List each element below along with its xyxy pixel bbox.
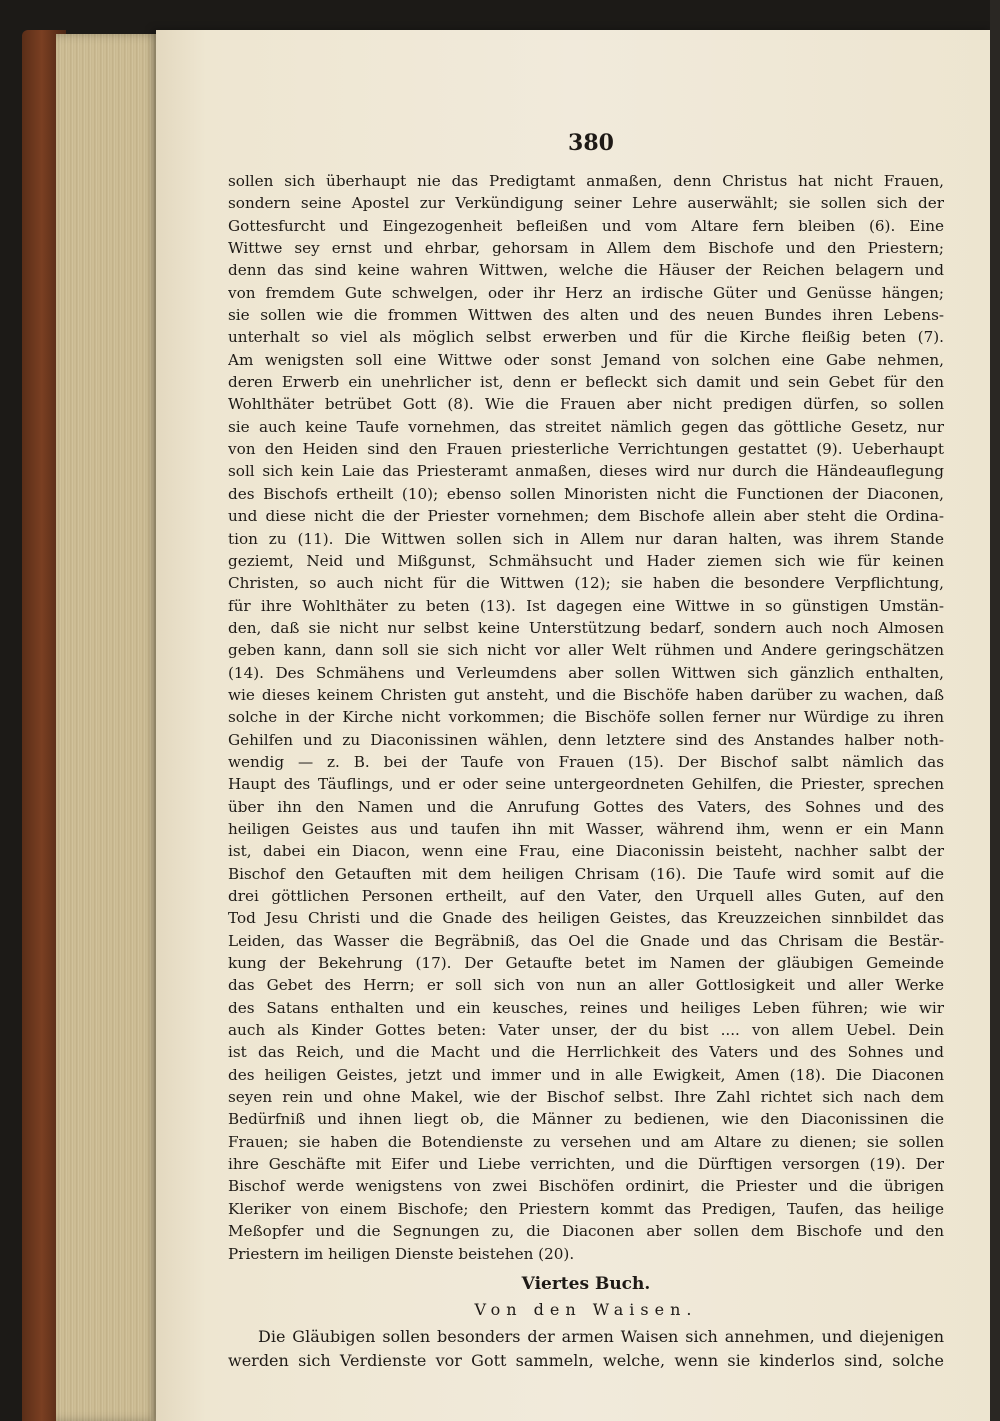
text-line: kung der Bekehrung (17). Der Getaufte betet im Namen der gläubigen Gemeinde [228, 954, 944, 973]
text-line: das Gebet des Herrn; er soll sich von nun an aller Gottlosigkeit und aller Werke [228, 976, 944, 995]
text-line: des heiligen Geistes, jetzt und immer und in alle Ewigkeit, Amen (18). Die Diaconen [228, 1065, 944, 1084]
text-line: sie sollen wie die frommen Wittwen des alten und des neuen Bundes ihren Lebens- [228, 306, 944, 325]
scan-right-edge [990, 0, 1000, 1421]
text-line: unterhalt so viel als möglich selbst erwerben und für die Kirche fleißig beten (7). [228, 328, 944, 347]
text-line: für ihre Wohlthäter zu beten (13). Ist dagegen eine Wittwe in so günstigen Umstän- [228, 596, 944, 615]
book-page [156, 30, 992, 1421]
text-line: Am wenigsten soll eine Wittwe oder sonst Jemand von solchen eine Gabe nehmen, [228, 350, 944, 369]
closing-text [228, 1325, 944, 1373]
text-line: sollen sich überhaupt nie das Predigtamt anmaßen, denn Christus hat nicht Frauen, [228, 172, 944, 190]
text-line: von fremdem Gute schwelgen, oder ihr Herz an irdische Güter und Genüsse hängen; [228, 283, 944, 302]
text-line: Wohlthäter betrübet Gott (8). Wie die Frauen aber nicht predigen dürfen, so sollen [228, 395, 944, 414]
text-line: auch als Kinder Gottes beten: Vater unser, der du bist .... von allem Uebel. Dein [228, 1021, 944, 1040]
text-line: tion zu (11). Die Wittwen sollen sich in Allem nur daran halten, was ihrem Stande [228, 529, 944, 548]
text-line: sie auch keine Taufe vornehmen, das streitet nämlich gegen das göttliche Gesetz, nur [228, 417, 944, 436]
text-line: ist das Reich, und die Macht und die Herrlichkeit des Vaters und des Sohnes und [228, 1043, 944, 1062]
text-line: denn das sind keine wahren Wittwen, welche die Häuser der Reichen belagern und [228, 261, 944, 280]
text-line: geben kann, dann soll sie sich nicht vor aller Welt rühmen und Andere geringschätzen [228, 641, 944, 660]
text-line: Gehilfen und zu Diaconissinen wählen, denn letztere sind des Anstandes halber noth- [228, 730, 944, 749]
text-line: seyen rein und ohne Makel, wie der Bischof selbst. Ihre Zahl richtet sich nach dem [228, 1088, 944, 1107]
text-line: heiligen Geistes aus und taufen ihn mit Wasser, während ihm, wenn er ein Mann [228, 819, 944, 838]
text-line: Bischof den Getauften mit dem heiligen Chrisam (16). Die Taufe wird somit auf die [228, 864, 944, 883]
page-text-area [228, 130, 944, 1373]
text-line: Meßopfer und die Segnungen zu, die Diaconen aber sollen dem Bischofe und den [228, 1222, 944, 1241]
text-line: deren Erwerb ein unehrlicher ist, denn er befleckt sich damit und sein Gebet für den [228, 373, 944, 392]
text-line: wie dieses keinem Christen gut ansteht, und die Bischöfe haben darüber zu wachen, daß [228, 685, 944, 704]
text-line: drei göttlichen Personen ertheilt, auf den Vater, den Urquell alles Guten, auf den [228, 887, 944, 905]
text-line: Kleriker von einem Bischofe; den Priestern kommt das Predigen, Taufen, das heilige [228, 1199, 944, 1218]
text-line: wendig — z. B. bei der Taufe von Frauen (15). Der Bischof salbt nämlich das [228, 752, 944, 771]
text-line: des Bischofs ertheilt (10); ebenso sollen Minoristen nicht die Functionen der Diaconen, [228, 484, 944, 503]
text-line: Die Gläubigen sollen besonders der armen Waisen sich annehmen, und diejenigen [258, 1326, 944, 1346]
section-title: Viertes Buch. [521, 1273, 651, 1294]
text-line: Haupt des Täuflings, und er oder seine untergeordneten Gehilfen, die Priester, sprechen [228, 775, 944, 794]
text-line: von den Heiden sind den Frauen priesterliche Verrichtungen gestattet (9). Ueberhaupt [228, 440, 944, 459]
text-line: Frauen; sie haben die Botendienste zu versehen und am Altare zu dienen; sie sollen [228, 1132, 944, 1151]
text-line: Tod Jesu Christi und die Gnade des heiligen Geistes, das Kreuzzeichen sinnbildet das [228, 909, 944, 928]
text-line: Bischof werde wenigstens von zwei Bischöfen ordinirt, die Priester und die übrigen [228, 1177, 944, 1196]
text-line: werden sich Verdienste vor Gott sammeln, welche, wenn sie kinderlos sind, solche [228, 1350, 944, 1370]
page-block-edge [56, 34, 166, 1421]
text-line: des Satans enthalten und ein keusches, reines und heiliges Leben führen; wie wir [228, 998, 944, 1017]
text-line: Bedürfniß und ihnen liegt ob, die Männer zu bedienen, wie den Diaconissinen die [228, 1110, 944, 1129]
text-line: über ihn den Namen und die Anrufung Gottes des Vaters, des Sohnes und des [228, 797, 944, 816]
body-text [228, 170, 944, 1265]
section-subtitle: Von den Waisen. [474, 1299, 698, 1319]
text-line: Wittwe sey ernst und ehrbar, gehorsam in Allem dem Bischofe und den Priestern; [228, 239, 944, 258]
text-line: ihre Geschäfte mit Eifer und Liebe verrichten, und die Dürftigen versorgen (19). Der [228, 1155, 944, 1174]
text-line: geziemt, Neid und Mißgunst, Schmähsucht und Hader ziemen sich wie für keinen [228, 551, 944, 570]
text-line: (14). Des Schmähens und Verleumdens aber sollen Wittwen sich gänzlich enthalten, [228, 663, 944, 682]
text-line: Christen, so auch nicht für die Wittwen (12); sie haben die besondere Verpflichtung, [228, 574, 944, 593]
text-line: soll sich kein Laie das Priesteramt anmaßen, dieses wird nur durch die Händeauflegung [228, 462, 944, 481]
text-line: sondern seine Apostel zur Verkündigung seiner Lehre auserwählt; sie sollen sich der [228, 194, 944, 213]
text-line: Leiden, das Wasser die Begräbniß, das Oel die Gnade und das Chrisam die Bestär- [228, 931, 944, 950]
text-line: ist, dabei ein Diacon, wenn eine Frau, eine Diaconissin beisteht, nachher salbt der [228, 842, 944, 861]
text-line: Gottesfurcht und Eingezogenheit befleißen und vom Altare fern bleiben (6). Eine [228, 216, 944, 235]
text-line: solche in der Kirche nicht vorkommen; die Bischöfe sollen ferner nur Würdige zu ihren [228, 708, 944, 727]
text-line: und diese nicht die der Priester vornehmen; dem Bischofe allein aber steht die Ordina- [228, 507, 944, 526]
page-number: 380 [568, 130, 614, 156]
text-line: Priestern im heiligen Dienste beistehen (20). [228, 1244, 575, 1263]
text-line: den, daß sie nicht nur selbst keine Unterstützung bedarf, sondern auch noch Almosen [228, 618, 944, 637]
